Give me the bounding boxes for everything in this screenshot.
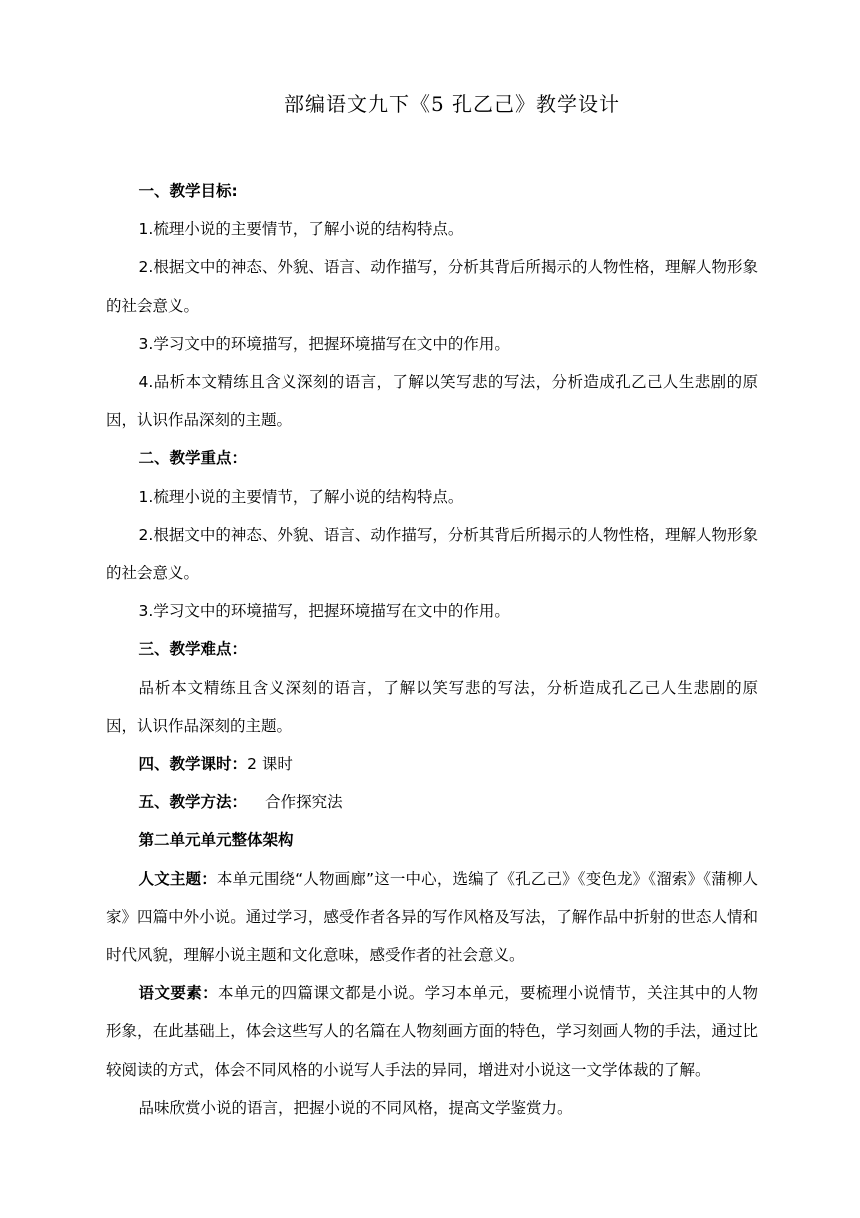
periods-line xyxy=(106,745,758,783)
unit-theme-text: 本单元围绕“人物画廊”这一中心，选编了《孔乙己》《变色龙》《溜索》《蒲柳人家》四篇中外小说。通过学习，感受作者各异的写作风格及写法，了解作品中折射的世态人情和时代风貌，理解小说主题和文化意味，感受作者的社会意义。 xyxy=(106,869,758,965)
heading-objectives: 一、教学目标: xyxy=(138,182,238,200)
methods-line xyxy=(106,783,758,821)
document-title: 部编语文九下《5 孔乙己》教学设计 xyxy=(283,92,621,116)
objective-item-2: 2.根据文中的神态、外貌、语言、动作描写，分析其背后所揭示的人物性格，理解人物形象的社会意义。 xyxy=(106,258,758,315)
key-point-item-1: 1.梳理小说的主要情节，了解小说的结构特点。 xyxy=(138,487,464,506)
unit-language-text: 本单元的四篇课文都是小说。学习本单元，要梳理小说情节，关注其中的人物形象，在此基础上，体会这些写人的名篇在人物刻画方面的特色，学习刻画人物的手法，通过比较阅读的方式，体会不同风格的小说写人手法的异同，增进对小说这一文学体裁的了解。 xyxy=(106,984,758,1079)
key-point-item-2: 2.根据文中的神态、外貌、语言、动作描写，分析其背后所揭示的人物性格，理解人物形象的社会意义。 xyxy=(106,525,758,583)
unit-heading: 第二单元单元整体架构 xyxy=(138,831,294,850)
unit-language-label: 语文要素： xyxy=(138,984,219,1003)
document-body xyxy=(106,172,758,1127)
unit-theme-paragraph xyxy=(106,860,758,975)
difficulties-text: 品析本文精练且含义深刻的语言，了解以笑写悲的写法，分析造成孔乙己人生悲剧的原因，认识作品深刻的主题。 xyxy=(106,678,758,735)
key-point-item-3: 3.学习文中的环境描写，把握环境描写在文中的作用。 xyxy=(138,602,510,621)
methods-label: 五、教学方法： xyxy=(138,793,248,812)
objective-item-4: 4.品析本文精练且含义深刻的语言，了解以笑写悲的写法，分析造成孔乙己人生悲剧的原因，认识作品深刻的主题。 xyxy=(106,373,758,430)
objective-item-1: 1.梳理小说的主要情节，了解小说的结构特点。 xyxy=(138,220,464,239)
unit-closing-paragraph: 品味欣赏小说的语言，把握小说的不同风格，提高文学鉴赏力。 xyxy=(138,1098,573,1117)
methods-value: 合作探究法 xyxy=(265,793,343,812)
periods-value: 2 课时 xyxy=(247,755,293,774)
periods-label: 四、教学课时： xyxy=(138,755,248,774)
objective-item-3: 3.学习文中的环境描写，把握环境描写在文中的作用。 xyxy=(138,334,510,353)
unit-theme-label: 人文主题： xyxy=(138,869,217,888)
unit-language-paragraph xyxy=(106,974,758,1089)
heading-key-points: 二、教学重点： xyxy=(138,449,248,468)
heading-difficulties: 三、教学难点： xyxy=(138,640,248,659)
